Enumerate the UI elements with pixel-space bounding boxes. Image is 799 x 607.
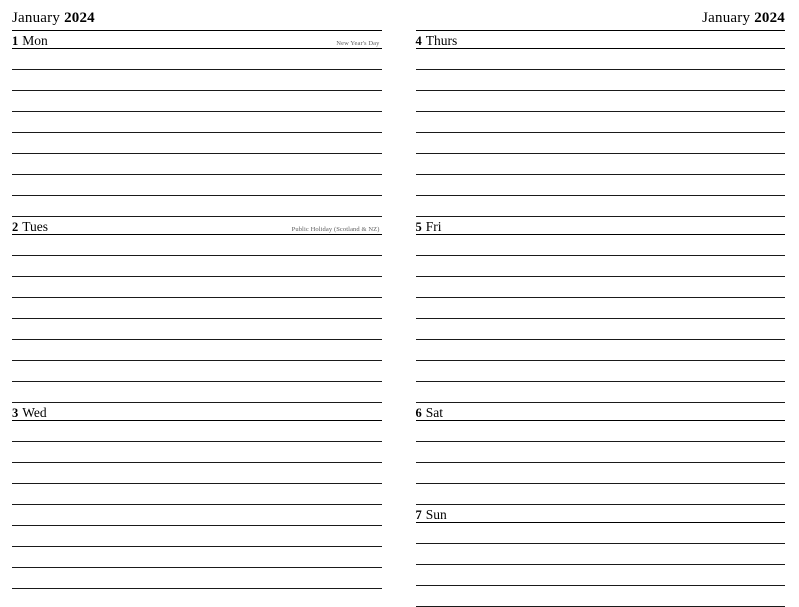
day-header-sat <box>416 403 786 421</box>
writing-line[interactable] <box>416 235 786 256</box>
day-header-mon <box>12 31 382 49</box>
writing-line[interactable] <box>416 298 786 319</box>
writing-line[interactable] <box>416 70 786 91</box>
day-note-tues: Public Holiday (Scotland & NZ) <box>292 226 382 234</box>
writing-line[interactable] <box>12 568 382 589</box>
writing-line[interactable] <box>416 154 786 175</box>
day-header-sun <box>416 505 786 523</box>
writing-line[interactable] <box>12 256 382 277</box>
writing-line[interactable] <box>416 340 786 361</box>
writing-line[interactable] <box>12 382 382 403</box>
right-page-month-header <box>416 10 786 31</box>
writing-line[interactable] <box>12 70 382 91</box>
writing-line[interactable] <box>12 235 382 256</box>
writing-line[interactable] <box>12 133 382 154</box>
writing-line[interactable] <box>12 91 382 112</box>
writing-line[interactable] <box>416 586 786 607</box>
day-number-mon: 1 <box>12 35 18 48</box>
day-name-fri: Fri <box>426 220 442 234</box>
writing-line[interactable] <box>12 154 382 175</box>
writing-line[interactable] <box>12 175 382 196</box>
right-page-days <box>416 31 786 607</box>
writing-lines-wed[interactable] <box>12 421 382 589</box>
writing-line[interactable] <box>12 442 382 463</box>
writing-line[interactable] <box>12 463 382 484</box>
day-header-wed <box>12 403 382 421</box>
writing-lines-sun[interactable] <box>416 523 786 607</box>
planner-right-page <box>400 0 799 567</box>
day-number-tues: 2 <box>12 221 18 234</box>
writing-line[interactable] <box>416 319 786 340</box>
day-header-thurs <box>416 31 786 49</box>
day-name-sat: Sat <box>426 406 443 420</box>
day-number-sat: 6 <box>416 407 422 420</box>
writing-line[interactable] <box>416 382 786 403</box>
writing-lines-sat[interactable] <box>416 421 786 505</box>
writing-lines-thurs[interactable] <box>416 49 786 217</box>
writing-line[interactable] <box>416 442 786 463</box>
right-month-name: January <box>702 10 750 27</box>
writing-line[interactable] <box>416 175 786 196</box>
day-name-thurs: Thurs <box>426 34 458 48</box>
writing-line[interactable] <box>416 196 786 217</box>
day-number-thurs: 4 <box>416 35 422 48</box>
writing-line[interactable] <box>12 277 382 298</box>
left-month-year: 2024 <box>64 10 95 27</box>
writing-lines-mon[interactable] <box>12 49 382 217</box>
writing-line[interactable] <box>12 298 382 319</box>
left-month-name: January <box>12 10 60 27</box>
day-name-tues: Tues <box>22 220 48 234</box>
day-number-fri: 5 <box>416 221 422 234</box>
day-name-mon: Mon <box>22 34 48 48</box>
writing-line[interactable] <box>416 421 786 442</box>
day-block-wed <box>12 403 382 589</box>
writing-line[interactable] <box>416 277 786 298</box>
writing-line[interactable] <box>416 91 786 112</box>
writing-line[interactable] <box>416 463 786 484</box>
writing-line[interactable] <box>12 547 382 568</box>
day-block-sun <box>416 505 786 607</box>
day-note-mon: New Year's Day <box>336 40 381 48</box>
day-header-tues <box>12 217 382 235</box>
writing-line[interactable] <box>416 523 786 544</box>
writing-line[interactable] <box>416 484 786 505</box>
writing-lines-fri[interactable] <box>416 235 786 403</box>
right-month-year: 2024 <box>754 10 785 27</box>
planner-left-page <box>0 0 400 567</box>
day-number-sun: 7 <box>416 509 422 522</box>
writing-line[interactable] <box>12 112 382 133</box>
writing-line[interactable] <box>416 361 786 382</box>
writing-line[interactable] <box>12 421 382 442</box>
writing-line[interactable] <box>12 319 382 340</box>
day-header-fri <box>416 217 786 235</box>
writing-line[interactable] <box>12 484 382 505</box>
day-block-tues <box>12 217 382 403</box>
writing-line[interactable] <box>12 49 382 70</box>
writing-line[interactable] <box>12 340 382 361</box>
writing-lines-tues[interactable] <box>12 235 382 403</box>
writing-line[interactable] <box>416 256 786 277</box>
writing-line[interactable] <box>12 361 382 382</box>
day-block-fri <box>416 217 786 403</box>
day-name-sun: Sun <box>426 508 447 522</box>
writing-line[interactable] <box>416 49 786 70</box>
writing-line[interactable] <box>12 526 382 547</box>
writing-line[interactable] <box>416 544 786 565</box>
day-name-wed: Wed <box>22 406 46 420</box>
day-number-wed: 3 <box>12 407 18 420</box>
writing-line[interactable] <box>416 112 786 133</box>
day-block-sat <box>416 403 786 505</box>
day-block-mon <box>12 31 382 217</box>
left-page-month-header <box>12 10 382 31</box>
writing-line[interactable] <box>12 505 382 526</box>
left-page-days <box>12 31 382 589</box>
writing-line[interactable] <box>12 196 382 217</box>
writing-line[interactable] <box>416 133 786 154</box>
writing-line[interactable] <box>416 565 786 586</box>
day-block-thurs <box>416 31 786 217</box>
